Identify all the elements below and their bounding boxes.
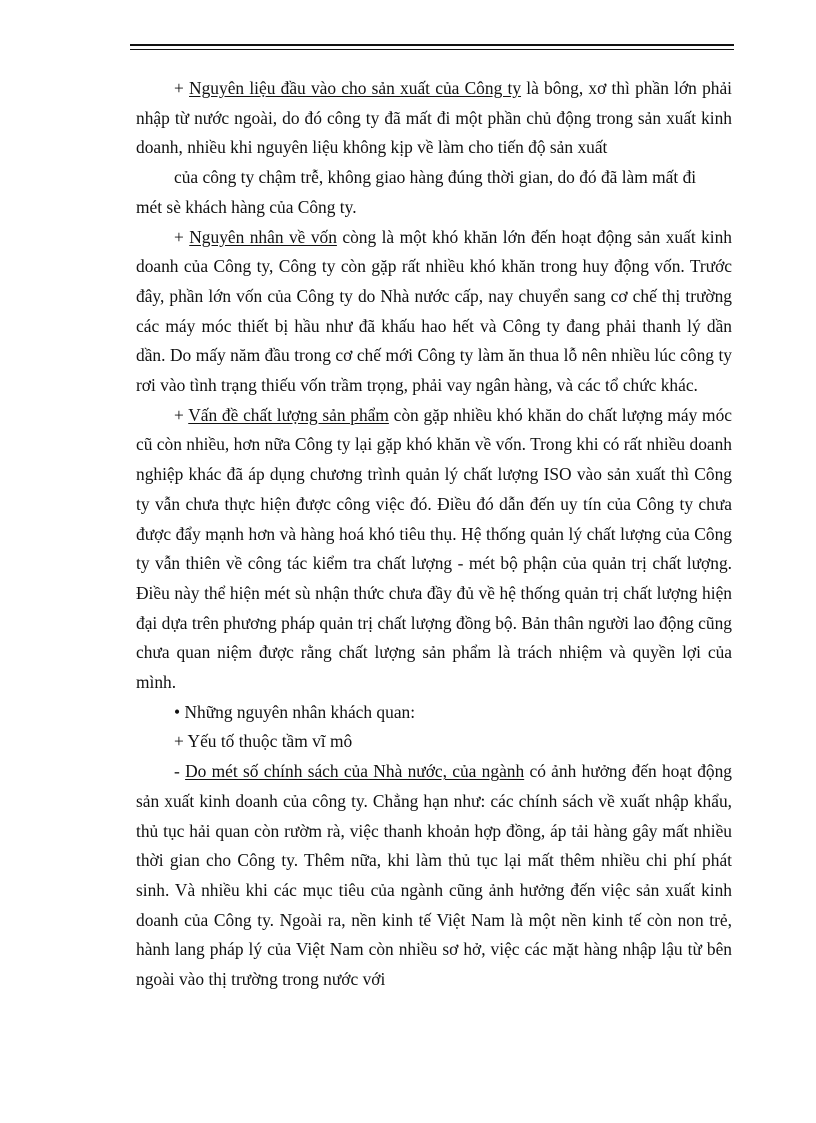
- header-rule-thick: [130, 44, 734, 46]
- underlined-heading: Nguyên nhân về vốn: [189, 226, 337, 247]
- underlined-heading: Nguyên liệu đầu vào cho sản xuất của Công ty: [189, 78, 522, 98]
- list-marker: -: [174, 761, 186, 782]
- paragraph-text: mét sè khách hàng của Công ty.: [136, 196, 357, 217]
- macro-factors-item: [136, 727, 732, 757]
- list-marker: +: [174, 78, 190, 98]
- paragraph-continuation: [136, 193, 732, 223]
- paragraph-text: là bông, xơ thì phần lớn phải nhập từ nước ngoài, do đó công ty đã mất đi một phần chủ động trong sản xuất kinh doanh, nhiều khi nguyên liệu không kịp về làm cho tiến độ sản xuất: [136, 78, 733, 158]
- paragraph-text: còng là một khó khăn lớn đến hoạt động sản xuất kinh doanh của Công ty, Công ty còn gặp rất nhiều khó khăn trong huy động vốn. Trước đây, phần lớn vốn của Công ty do Nhà nước cấp, nay chuyển sang cơ chế thị trường các máy móc thiết bị hầu như đã khấu hao hết và Công ty đang phải thanh lý dần dần. Do mấy năm đầu trong cơ chế mới Công ty làm ăn thua lỗ nên nhiều lúc công ty rơi vào tình trạng thiếu vốn trầm trọng, phải vay ngân hàng, và các tổ chức khác.: [136, 226, 732, 396]
- list-marker: +: [174, 404, 189, 425]
- paragraph-text: có ảnh hưởng đến hoạt động sản xuất kinh doanh của công ty. Chẳng hạn như: các chính sách về xuất nhập khẩu, thủ tục hải quan còn rườm rà, việc thanh khoản hợp đồng, áp tải hàng gây mất nhiều thời gian cho Công ty. Thêm nữa, khi làm thủ tục lại mất thêm nhiều chi phí phát sinh. Và nhiều khi các mục tiêu của ngành cũng ảnh hưởng đến việc sản xuất kinh doanh của Công ty. Ngoài ra, nền kinh tế Việt Nam là một nền kinh tế còn non trẻ, hành lang pháp lý của Việt Nam còn nhiều sơ hở, việc các mặt hàng nhập lậu từ bên ngoài vào thị trường trong nước với: [136, 761, 733, 990]
- paragraph-policies: [136, 757, 732, 995]
- underlined-heading: Do mét số chính sách của Nhà nước, của ngành: [185, 761, 525, 782]
- bullet-objective-causes: [136, 698, 732, 728]
- underlined-heading: Vấn đề chất lượng sản phẩm: [188, 404, 389, 425]
- paragraph-continuation-indented: [136, 163, 732, 193]
- document-body: [136, 74, 732, 995]
- bullet-icon: •: [174, 701, 181, 722]
- paragraph-raw-materials: [136, 74, 732, 163]
- item-text: + Yếu tố thuộc tầm vĩ mô: [174, 731, 353, 752]
- bullet-text: Những nguyên nhân khách quan:: [180, 701, 416, 722]
- paragraph-text: còn gặp nhiều khó khăn do chất lượng máy móc cũ còn nhiều, hơn nữa Công ty lại gặp khó khăn về vốn. Trong khi có rất nhiều doanh nghiệp khác đã áp dụng chương trình quản lý chất lượng ISO vào sản xuất thì Công ty vẫn chưa thực hiện được công việc đó. Điều đó dẫn đến uy tín của Công ty chưa được đẩy mạnh hơn và hàng hoá khó tiêu thụ. Hệ thống quản lý chất lượng của Công ty vẫn thiên về công tác kiểm tra chất lượng - mét bộ phận của quản trị chất lượng. Điều này thể hiện mét sù nhận thức chưa đầy đủ về hệ thống quản trị chất lượng hiện đại dựa trên phương pháp quản trị chất lượng đồng bộ. Bản thân người lao động cũng chưa quan niệm được rằng chất lượng sản phẩm là trách nhiệm và quyền lợi của mình.: [136, 404, 732, 693]
- paragraph-quality: [136, 401, 732, 698]
- header-rule-thin: [130, 49, 734, 50]
- list-marker: +: [174, 226, 190, 247]
- paragraph-text: của công ty chậm trễ, không giao hàng đúng thời gian, do đó đã làm mất đi: [174, 167, 697, 188]
- paragraph-capital: [136, 223, 732, 401]
